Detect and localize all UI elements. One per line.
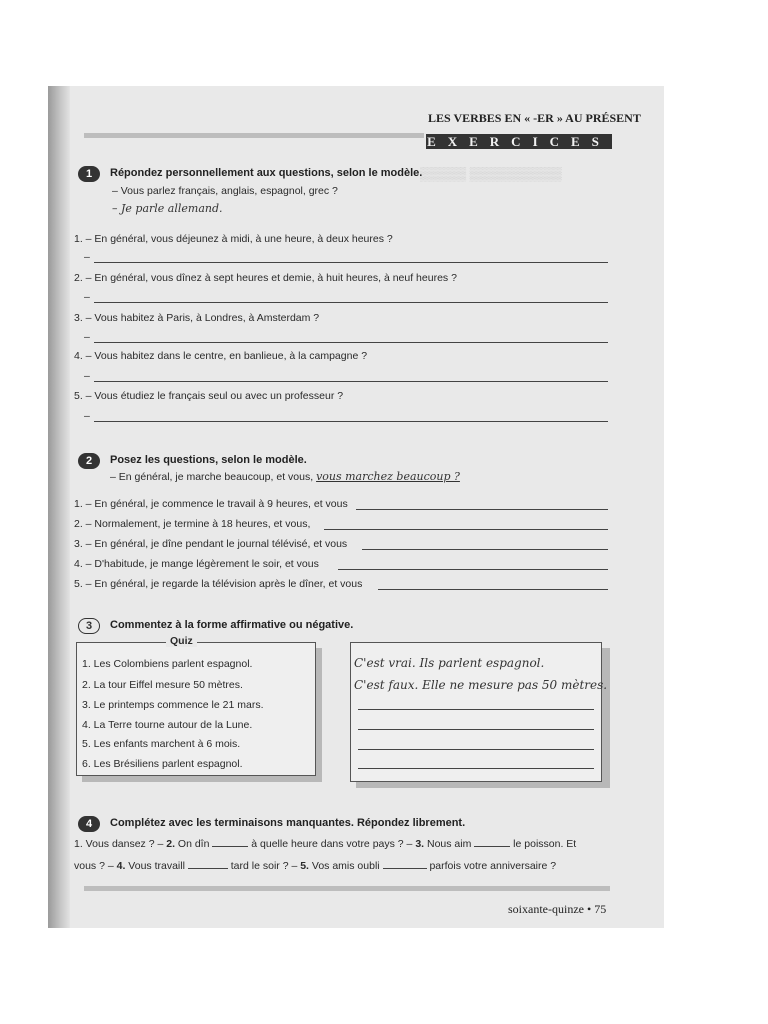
quiz-item-1: 1. Les Colombiens parlent espagnol. — [82, 658, 253, 670]
ex4-text: Vous travaill — [125, 860, 188, 872]
ex4-text: On dîn — [175, 838, 213, 850]
answer-line-3-4[interactable] — [358, 729, 594, 730]
exercise-2-item-3: 3. – En général, je dîne pendant le journal télévisé, et vous — [74, 538, 348, 550]
blank-3[interactable] — [474, 846, 510, 847]
footer-band — [84, 886, 610, 891]
answer-line-4[interactable] — [94, 381, 608, 382]
page-number: 75 — [594, 902, 607, 916]
blank-2[interactable] — [212, 846, 248, 847]
answer-dash: – — [84, 370, 90, 382]
ex4-text: 1. Vous dansez ? – — [74, 838, 167, 850]
ex4-num-5: 5. — [300, 860, 309, 872]
quiz-title: Quiz — [166, 635, 197, 647]
answer-line-2-1[interactable] — [356, 509, 608, 510]
exercise-1-model-question: – Vous parlez français, anglais, espagnol, grec ? — [112, 185, 338, 197]
footer-bullet: • — [586, 902, 592, 916]
page-footer — [508, 902, 606, 917]
exercise-2-instruction: Posez les questions, selon le modèle. — [110, 454, 307, 466]
answer-line-2-2[interactable] — [324, 529, 608, 530]
exercise-2-item-5: 5. – En général, je regarde la télévision après le dîner, et vous — [74, 578, 363, 590]
answer-line-2-5[interactable] — [378, 589, 608, 590]
header-band — [84, 133, 424, 138]
exercise-1-item-2: 2. – En général, vous dînez à sept heures et demie, à huit heures, à neuf heures ? — [74, 272, 457, 284]
show-through-decoration: ▒▒▒▒▒ ▒▒▒▒▒▒▒▒▒▒ — [420, 166, 562, 181]
exercise-2-model-answer: vous marchez beaucoup ? — [316, 470, 460, 483]
ex4-text: Nous aim — [424, 838, 475, 850]
exercise-4-number: 4 — [78, 816, 100, 832]
blank-4[interactable] — [188, 868, 228, 869]
exercise-4-line-1 — [74, 838, 576, 850]
answer-example-1: C'est vrai. Ils parlent espagnol. — [354, 656, 545, 670]
ex4-text: parfois votre anniversaire ? — [426, 860, 557, 872]
exercise-4-instruction: Complétez avec les terminaisons manquantes. Répondez librement. — [110, 817, 466, 829]
ex4-num-2: 2. — [166, 838, 175, 850]
ex4-text: vous ? – — [74, 860, 117, 872]
answer-dash: – — [84, 291, 90, 303]
exercise-2-item-4: 4. – D'habitude, je mange légèrement le soir, et vous — [74, 558, 319, 570]
exercise-2-item-1: 1. – En général, je commence le travail à 9 heures, et vous — [74, 498, 348, 510]
exercise-1-item-3: 3. – Vous habitez à Paris, à Londres, à Amsterdam ? — [74, 312, 320, 324]
book-page — [48, 86, 664, 928]
ex4-text: le poisson. Et — [510, 838, 577, 850]
answer-example-2: C'est faux. Elle ne mesure pas 50 mètres. — [354, 678, 608, 692]
ex4-num-4: 4. — [116, 860, 126, 872]
exercise-3-instruction: Commentez à la forme affirmative ou négative. — [110, 619, 354, 631]
exercise-2-item-2: 2. – Normalement, je termine à 18 heures, et vous, — [74, 518, 311, 530]
exercise-1-instruction: Répondez personnellement aux questions, selon le modèle. — [110, 167, 423, 179]
exercise-2-number: 2 — [78, 453, 100, 469]
quiz-item-6: 6. Les Brésiliens parlent espagnol. — [82, 758, 243, 770]
answer-line-2-4[interactable] — [338, 569, 608, 570]
exercise-1-model-answer: – Je parle allemand. — [112, 202, 223, 215]
book-spine-shadow — [48, 86, 70, 928]
answer-line-2-3[interactable] — [362, 549, 608, 550]
answer-line-3-6[interactable] — [358, 768, 594, 769]
answer-line-1[interactable] — [94, 262, 608, 263]
answer-dash: – — [84, 331, 90, 343]
answer-line-2[interactable] — [94, 302, 608, 303]
exercise-1-number: 1 — [78, 166, 100, 182]
blank-5[interactable] — [383, 868, 427, 869]
exercise-2-model-text: – En général, je marche beaucoup, et vous, — [110, 471, 314, 483]
answer-dash: – — [84, 251, 90, 263]
exercise-1-item-5: 5. – Vous étudiez le français seul ou avec un professeur ? — [74, 390, 344, 402]
page-number-words: soixante-quinze — [508, 902, 584, 916]
answer-line-3[interactable] — [94, 342, 608, 343]
ex4-text: tard le soir ? – — [227, 860, 301, 872]
exercise-1-item-4: 4. – Vous habitez dans le centre, en banlieue, à la campagne ? — [74, 350, 368, 362]
answer-dash: – — [84, 410, 90, 422]
answer-line-3-5[interactable] — [358, 749, 594, 750]
exercise-3-number: 3 — [78, 618, 100, 634]
answer-line-3-3[interactable] — [358, 709, 594, 710]
exercise-1-item-1: 1. – En général, vous déjeunez à midi, à une heure, à deux heures ? — [74, 233, 393, 245]
ex4-text: Vos amis oubli — [308, 860, 383, 872]
exercise-4-line-2 — [74, 860, 556, 872]
ex4-num-3: 3. — [415, 838, 425, 850]
answer-line-5[interactable] — [94, 421, 608, 422]
quiz-item-3: 3. Le printemps commence le 21 mars. — [82, 699, 264, 711]
exercises-banner: EXERCICES — [427, 134, 611, 149]
quiz-item-5: 5. Les enfants marchent à 6 mois. — [82, 738, 241, 750]
quiz-item-4: 4. La Terre tourne autour de la Lune. — [82, 719, 253, 731]
exercise-2-model — [110, 470, 460, 483]
ex4-text: à quelle heure dans votre pays ? – — [248, 838, 416, 850]
quiz-item-2: 2. La tour Eiffel mesure 50 mètres. — [82, 679, 243, 691]
chapter-title: LES VERBES EN « -ER » AU PRÉSENT — [428, 111, 641, 125]
